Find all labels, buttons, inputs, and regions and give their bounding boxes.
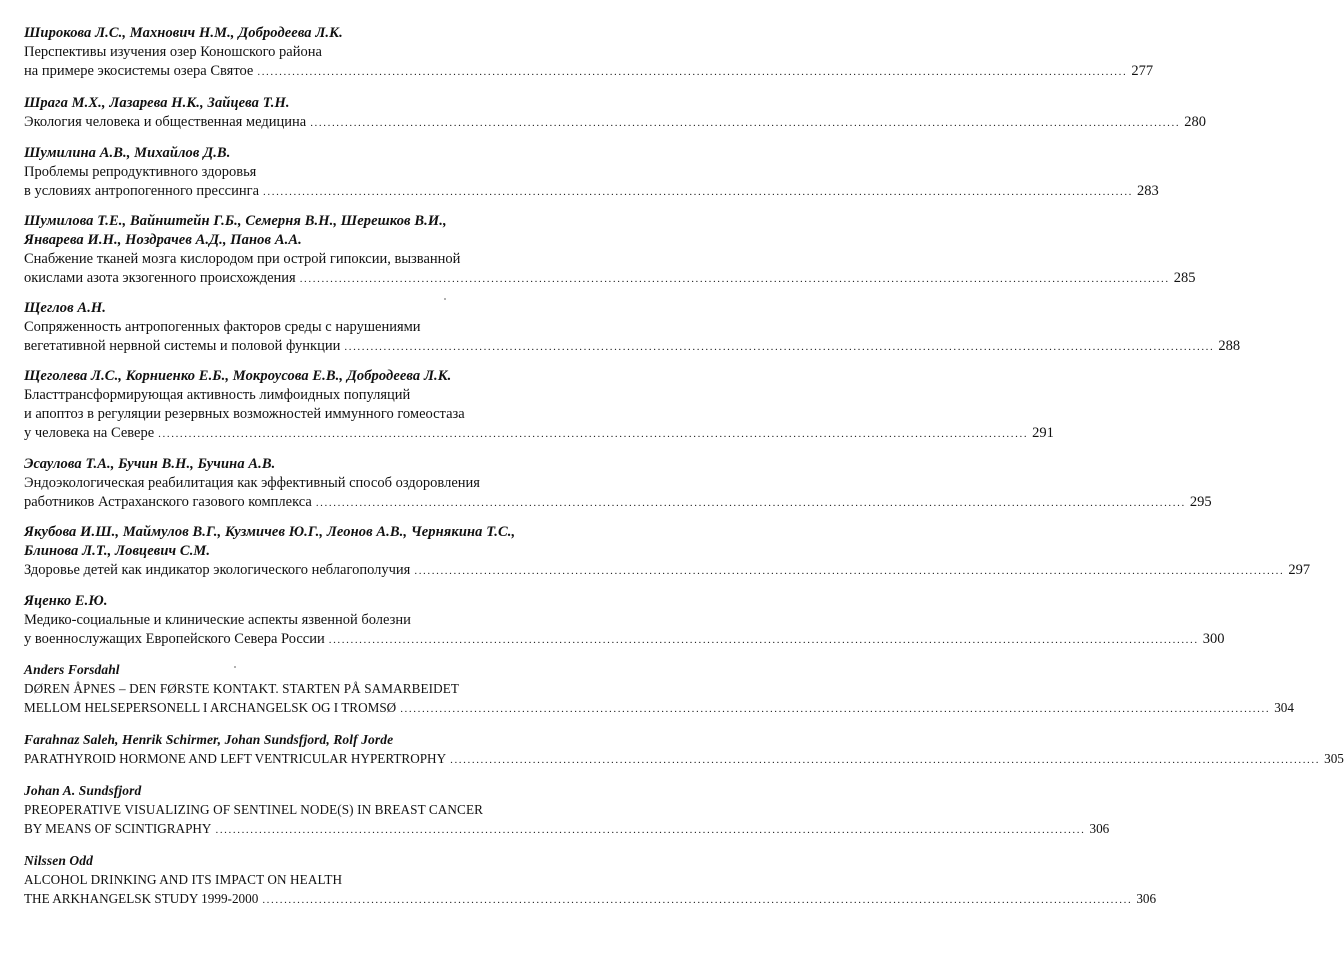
page-number: 295	[1189, 494, 1212, 510]
page-number: 288	[1218, 338, 1241, 354]
entry-title-last: Здоровье детей как индикатор экологического неблагополучия	[24, 562, 411, 578]
entry-title-last: Экология человека и общественная медицина	[24, 114, 307, 130]
leader-dots: ........................................................................................................................................................................................................	[310, 117, 1181, 129]
entry-title-line: Бласттрансформирующая активность лимфоидных популяций	[24, 387, 411, 403]
entry-title-line: Проблемы репродуктивного здоровья	[24, 164, 257, 180]
leader-dots: ........................................................................................................................................................................................................	[262, 894, 1133, 906]
toc-entry	[24, 299, 1241, 357]
page-number: 304	[1274, 700, 1294, 715]
toc-entry	[24, 455, 1212, 513]
page-number: 305	[1324, 751, 1344, 766]
entry-last-line	[24, 561, 1311, 581]
entry-last-line	[24, 62, 1154, 82]
entry-title-last: в условиях антропогенного прессинга	[24, 183, 260, 199]
entry-title-line: Сопряженность антропогенных факторов среды с нарушениями	[24, 319, 421, 335]
entry-authors: Январева И.Н., Ноздрачев А.Д., Панов А.А.	[24, 232, 302, 248]
page-number: 300	[1202, 631, 1225, 647]
scan-speck	[234, 666, 236, 668]
entry-last-line	[24, 424, 1054, 444]
entry-authors: Якубова И.Ш., Маймулов В.Г., Кузмичев Ю.Г., Леонов А.В., Чернякина Т.С.,	[24, 524, 516, 540]
entry-title-line: Медико-социальные и клинические аспекты язвенной болезни	[24, 612, 411, 628]
entry-authors: Блинова Л.Т., Ловцевич С.М.	[24, 543, 211, 559]
entry-title-last: у человека на Севере	[24, 425, 155, 441]
entry-last-line	[24, 493, 1212, 513]
entry-title-last: работников Астраханского газового комплекса	[24, 494, 312, 510]
entry-title-line: Эндоэкологическая реабилитация как эффективный способ оздоровления	[24, 475, 480, 491]
entry-title-last: BY MEANS OF SCINTIGRAPHY	[24, 821, 212, 836]
entry-title-last: на примере экосистемы озера Святое	[24, 63, 254, 79]
entry-title-last: у военнослужащих Европейского Севера России	[24, 631, 325, 647]
entry-authors: Anders Forsdahl	[24, 662, 120, 677]
page-number: 283	[1137, 183, 1159, 199]
page-number: 297	[1288, 562, 1311, 578]
entry-last-line	[24, 630, 1225, 650]
scan-speck	[444, 298, 446, 300]
leader-dots: ........................................................................................................................................................................................................	[344, 341, 1215, 353]
entry-last-line	[24, 337, 1241, 357]
entry-authors: Nilssen Odd	[24, 853, 93, 868]
entry-last-line	[24, 749, 1344, 770]
entry-authors: Щеглов А.Н.	[24, 300, 107, 316]
leader-dots: ........................................................................................................................................................................................................	[414, 565, 1285, 577]
toc-entry	[24, 523, 1311, 581]
toc-entry	[24, 144, 1159, 202]
entry-authors: Яценко Е.Ю.	[24, 593, 108, 609]
entry-title-line: PREOPERATIVE VISUALIZING OF SENTINEL NODE(S) IN BREAST CANCER	[24, 802, 483, 817]
entry-title-last: THE ARKHANGELSK STUDY 1999-2000	[24, 891, 259, 906]
leader-dots: ........................................................................................................................................................................................................	[257, 66, 1128, 78]
leader-dots: ........................................................................................................................................................................................................	[263, 186, 1134, 198]
entry-title-last: окислами азота экзогенного происхождения	[24, 270, 296, 286]
toc-entry	[24, 781, 1110, 840]
page-number: 285	[1173, 270, 1196, 286]
entry-last-line	[24, 182, 1159, 202]
entry-authors: Шумилова Т.Е., Вайнштейн Г.Б., Семерня В.Н., Шерешков В.И.,	[24, 213, 447, 229]
page-number: 277	[1131, 63, 1154, 79]
entry-last-line	[24, 698, 1294, 719]
entry-last-line	[24, 269, 1196, 289]
entry-title-line: Снабжение тканей мозга кислородом при острой гипоксии, вызванной	[24, 251, 461, 267]
leader-dots: ........................................................................................................................................................................................................	[328, 634, 1199, 646]
toc-entry	[24, 660, 1294, 719]
entry-last-line	[24, 889, 1157, 910]
entry-authors: Шумилина А.В., Михайлов Д.В.	[24, 145, 231, 161]
entry-authors: Шрага М.Х., Лазарева Н.К., Зайцева Т.Н.	[24, 95, 290, 111]
entry-title-last: PARATHYROID HORMONE AND LEFT VENTRICULAR HYPERTROPHY	[24, 751, 447, 766]
leader-dots: ........................................................................................................................................................................................................	[450, 754, 1321, 766]
page-number: 306	[1136, 891, 1157, 906]
entry-authors: Широкова Л.С., Махнович Н.М., Добродеева Л.К.	[24, 25, 343, 41]
toc-entry	[24, 94, 1206, 133]
page-number: 291	[1032, 425, 1054, 441]
entry-title-line: DØREN ÅPNES – DEN FØRSTE KONTAKT. STARTEN PÅ SAMARBEIDET	[24, 681, 460, 696]
entry-title-line: Перспективы изучения озер Коношского района	[24, 44, 322, 60]
leader-dots: ........................................................................................................................................................................................................	[400, 703, 1271, 715]
toc-entry	[24, 730, 1344, 770]
leader-dots: ........................................................................................................................................................................................................	[315, 497, 1186, 509]
entry-authors: Farahnaz Saleh, Henrik Schirmer, Johan Sundsfjord, Rolf Jorde	[24, 732, 394, 747]
page-number: 280	[1184, 114, 1206, 130]
entry-title-line: и апоптоз в регуляции резервных возможностей иммунного гомеостаза	[24, 406, 465, 422]
entry-authors: Johan A. Sundsfjord	[24, 783, 142, 798]
leader-dots: ........................................................................................................................................................................................................	[299, 273, 1170, 285]
entry-last-line	[24, 113, 1206, 133]
entry-authors: Эсаулова Т.А., Бучин В.Н., Бучина А.В.	[24, 456, 276, 472]
page-number: 306	[1089, 821, 1110, 836]
entry-title-last: вегетативной нервной системы и половой функции	[24, 338, 341, 354]
leader-dots: ........................................................................................................................................................................................................	[158, 428, 1029, 440]
entry-last-line	[24, 819, 1110, 840]
toc-entry	[24, 212, 1196, 289]
entry-title-last: MELLOM HELSEPERSONELL I ARCHANGELSK OG I TROMSØ	[24, 700, 397, 715]
toc-entry	[24, 367, 1054, 444]
toc-entry	[24, 24, 1154, 82]
entry-authors: Щеголева Л.С., Корниенко Е.Б., Мокроусова Е.В., Добродеева Л.К.	[24, 368, 452, 384]
toc-entry	[24, 592, 1225, 650]
entry-title-line: ALCOHOL DRINKING AND ITS IMPACT ON HEALTH	[24, 872, 343, 887]
toc-entry	[24, 851, 1157, 910]
leader-dots: ........................................................................................................................................................................................................	[215, 824, 1086, 836]
